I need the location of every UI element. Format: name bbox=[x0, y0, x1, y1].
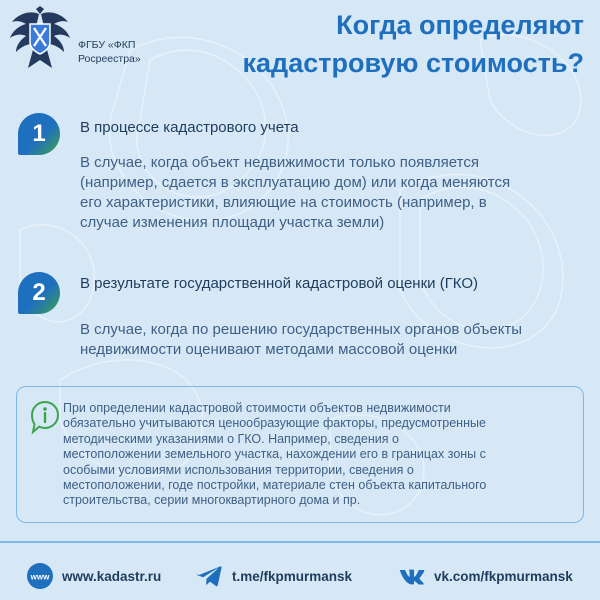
step-1-desc-line: его характеристики, влияющие на стоимость (например, в bbox=[80, 194, 487, 211]
info-line: местоположении земельного участка, нахождении его в границах зоны с bbox=[63, 447, 486, 462]
info-line: местоположении, годе постройки, материале стен объекта капитального bbox=[63, 478, 487, 493]
rosreestr-eagle-logo bbox=[8, 6, 72, 74]
footer-telegram-link[interactable] bbox=[196, 562, 352, 590]
step-1-desc-line: (например, сдается в эксплуатацию дом) или когда меняются bbox=[80, 174, 511, 191]
vk-text: vk.com/fkpmurmansk bbox=[434, 568, 573, 584]
footer-divider bbox=[0, 541, 600, 543]
step-2-badge bbox=[16, 270, 62, 316]
step-1-desc-line: случае изменения площади участка земли) bbox=[80, 214, 385, 231]
footer-website-link[interactable] bbox=[26, 562, 161, 590]
page-title bbox=[144, 6, 584, 82]
step-1-number: 1 bbox=[32, 120, 46, 147]
info-line: особыми условиями использования территории, сведения о bbox=[63, 462, 414, 477]
website-text: www.kadastr.ru bbox=[62, 568, 162, 584]
footer-vk-link[interactable] bbox=[398, 562, 573, 590]
title-line-2: кадастровую стоимость? bbox=[242, 48, 584, 78]
vk-icon bbox=[398, 562, 426, 590]
info-line: методическими указаниями о ГКО. Например, сведения о bbox=[63, 431, 399, 446]
info-line: обязательно учитываются ценообразующие факторы, предусмотренные bbox=[63, 416, 486, 431]
org-name-line-1: ФГБУ «ФКП bbox=[78, 39, 136, 51]
telegram-text: t.me/fkpmurmansk bbox=[232, 568, 353, 584]
step-2-desc-line: недвижимости оценивают методами массовой оценки bbox=[80, 341, 458, 358]
info-line: строительства, серии многоквартирного дома и пр. bbox=[63, 493, 361, 508]
globe-icon-text: www bbox=[30, 572, 50, 582]
step-1-desc-line: В случае, когда объект недвижимости только появляется bbox=[80, 154, 479, 171]
info-line: При определении кадастровой стоимости объектов недвижимости bbox=[63, 401, 451, 415]
step-1-title: В процессе кадастрового учета bbox=[80, 119, 299, 136]
step-2-title: В результате государственной кадастровой оценки (ГКО) bbox=[80, 275, 479, 292]
step-1-description bbox=[80, 153, 580, 233]
organization-name bbox=[78, 38, 141, 66]
telegram-icon bbox=[196, 562, 224, 590]
title-line-1: Когда определяют bbox=[336, 10, 584, 40]
step-2-desc-line: В случае, когда по решению государственных органов объекты bbox=[80, 321, 523, 338]
step-2-description bbox=[80, 320, 580, 360]
info-bubble-icon bbox=[30, 400, 60, 436]
info-text bbox=[63, 401, 571, 509]
step-1-badge bbox=[16, 111, 62, 157]
step-2-number: 2 bbox=[32, 279, 46, 306]
globe-icon bbox=[26, 562, 54, 590]
org-name-line-2: Росреестра» bbox=[78, 53, 141, 65]
